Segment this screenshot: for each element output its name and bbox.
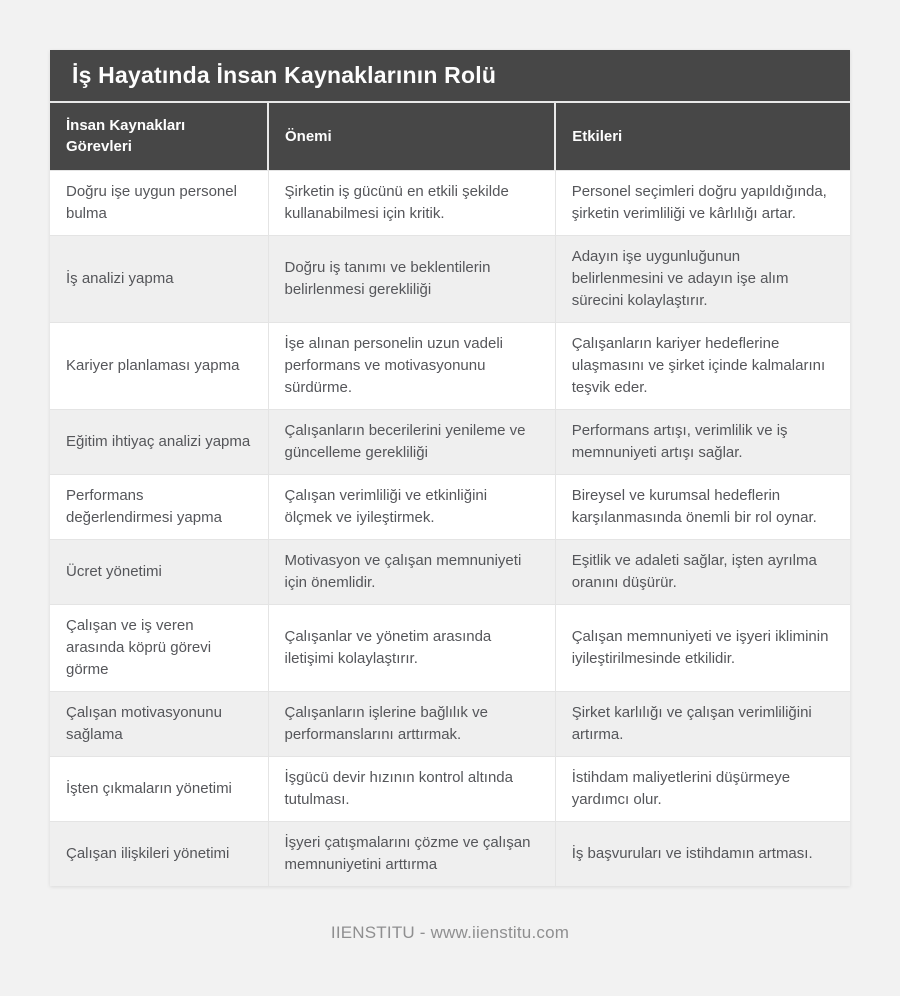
cell-gorev: Çalışan ve iş veren arasında köprü görevi görme	[50, 604, 268, 691]
cell-onem: İşgücü devir hızının kontrol altında tutulması.	[268, 756, 555, 821]
cell-gorev: Çalışan motivasyonunu sağlama	[50, 691, 268, 756]
cell-etki: Personel seçimleri doğru yapıldığında, şirketin verimliliği ve kârlılığı artar.	[555, 170, 850, 235]
cell-etki: Çalışanların kariyer hedeflerine ulaşmasını ve şirket içinde kalmalarını teşvik eder.	[555, 322, 850, 409]
footer-credit: IIENSTITU - www.iienstitu.com	[330, 923, 570, 942]
table-row	[50, 409, 850, 474]
cell-gorev: Ücret yönetimi	[50, 539, 268, 604]
table-row	[50, 821, 850, 886]
table-row	[50, 604, 850, 691]
column-header-etkileri: Etkileri	[555, 103, 850, 170]
cell-gorev: Kariyer planlaması yapma	[50, 322, 268, 409]
cell-gorev: İşten çıkmaların yönetimi	[50, 756, 268, 821]
cell-etki: Çalışan memnuniyeti ve işyeri ikliminin iyileştirilmesinde etkilidir.	[555, 604, 850, 691]
cell-etki: Adayın işe uygunluğunun belirlenmesini ve adayın işe alım sürecini kolaylaştırır.	[555, 235, 850, 322]
hr-roles-table	[50, 103, 850, 886]
table-row	[50, 756, 850, 821]
cell-gorev: Doğru işe uygun personel bulma	[50, 170, 268, 235]
cell-onem: Doğru iş tanımı ve beklentilerin belirlenmesi gerekliliği	[268, 235, 555, 322]
table-row	[50, 170, 850, 235]
cell-onem: Çalışanların becerilerini yenileme ve güncelleme gerekliliği	[268, 409, 555, 474]
cell-gorev: Performans değerlendirmesi yapma	[50, 474, 268, 539]
table-header-row	[50, 103, 850, 170]
cell-onem: İşyeri çatışmalarını çözme ve çalışan memnuniyetini arttırma	[268, 821, 555, 886]
column-header-onemi: Önemi	[268, 103, 555, 170]
cell-onem: İşe alınan personelin uzun vadeli performans ve motivasyonunu sürdürme.	[268, 322, 555, 409]
table-row	[50, 539, 850, 604]
hr-roles-table-card	[50, 50, 850, 886]
cell-etki: İstihdam maliyetlerini düşürmeye yardımcı olur.	[555, 756, 850, 821]
page-title: İş Hayatında İnsan Kaynaklarının Rolü	[50, 50, 850, 103]
cell-etki: İş başvuruları ve istihdamın artması.	[555, 821, 850, 886]
cell-onem: Çalışanlar ve yönetim arasında iletişimi kolaylaştırır.	[268, 604, 555, 691]
cell-gorev: Çalışan ilişkileri yönetimi	[50, 821, 268, 886]
cell-onem: Çalışanların işlerine bağlılık ve performanslarını arttırmak.	[268, 691, 555, 756]
cell-onem: Çalışan verimliliği ve etkinliğini ölçmek ve iyileştirmek.	[268, 474, 555, 539]
cell-gorev: Eğitim ihtiyaç analizi yapma	[50, 409, 268, 474]
table-body	[50, 170, 850, 886]
table-row	[50, 691, 850, 756]
cell-gorev: İş analizi yapma	[50, 235, 268, 322]
column-header-gorevler: İnsan Kaynakları Görevleri	[50, 103, 268, 170]
cell-etki: Şirket karlılığı ve çalışan verimliliğini artırma.	[555, 691, 850, 756]
table-row	[50, 235, 850, 322]
cell-etki: Eşitlik ve adaleti sağlar, işten ayrılma oranını düşürür.	[555, 539, 850, 604]
cell-onem: Motivasyon ve çalışan memnuniyeti için önemlidir.	[268, 539, 555, 604]
cell-etki: Bireysel ve kurumsal hedeflerin karşılanmasında önemli bir rol oynar.	[555, 474, 850, 539]
cell-onem: Şirketin iş gücünü en etkili şekilde kullanabilmesi için kritik.	[268, 170, 555, 235]
cell-etki: Performans artışı, verimlilik ve iş memnuniyeti artışı sağlar.	[555, 409, 850, 474]
table-header	[50, 103, 850, 170]
table-row	[50, 474, 850, 539]
table-row	[50, 322, 850, 409]
